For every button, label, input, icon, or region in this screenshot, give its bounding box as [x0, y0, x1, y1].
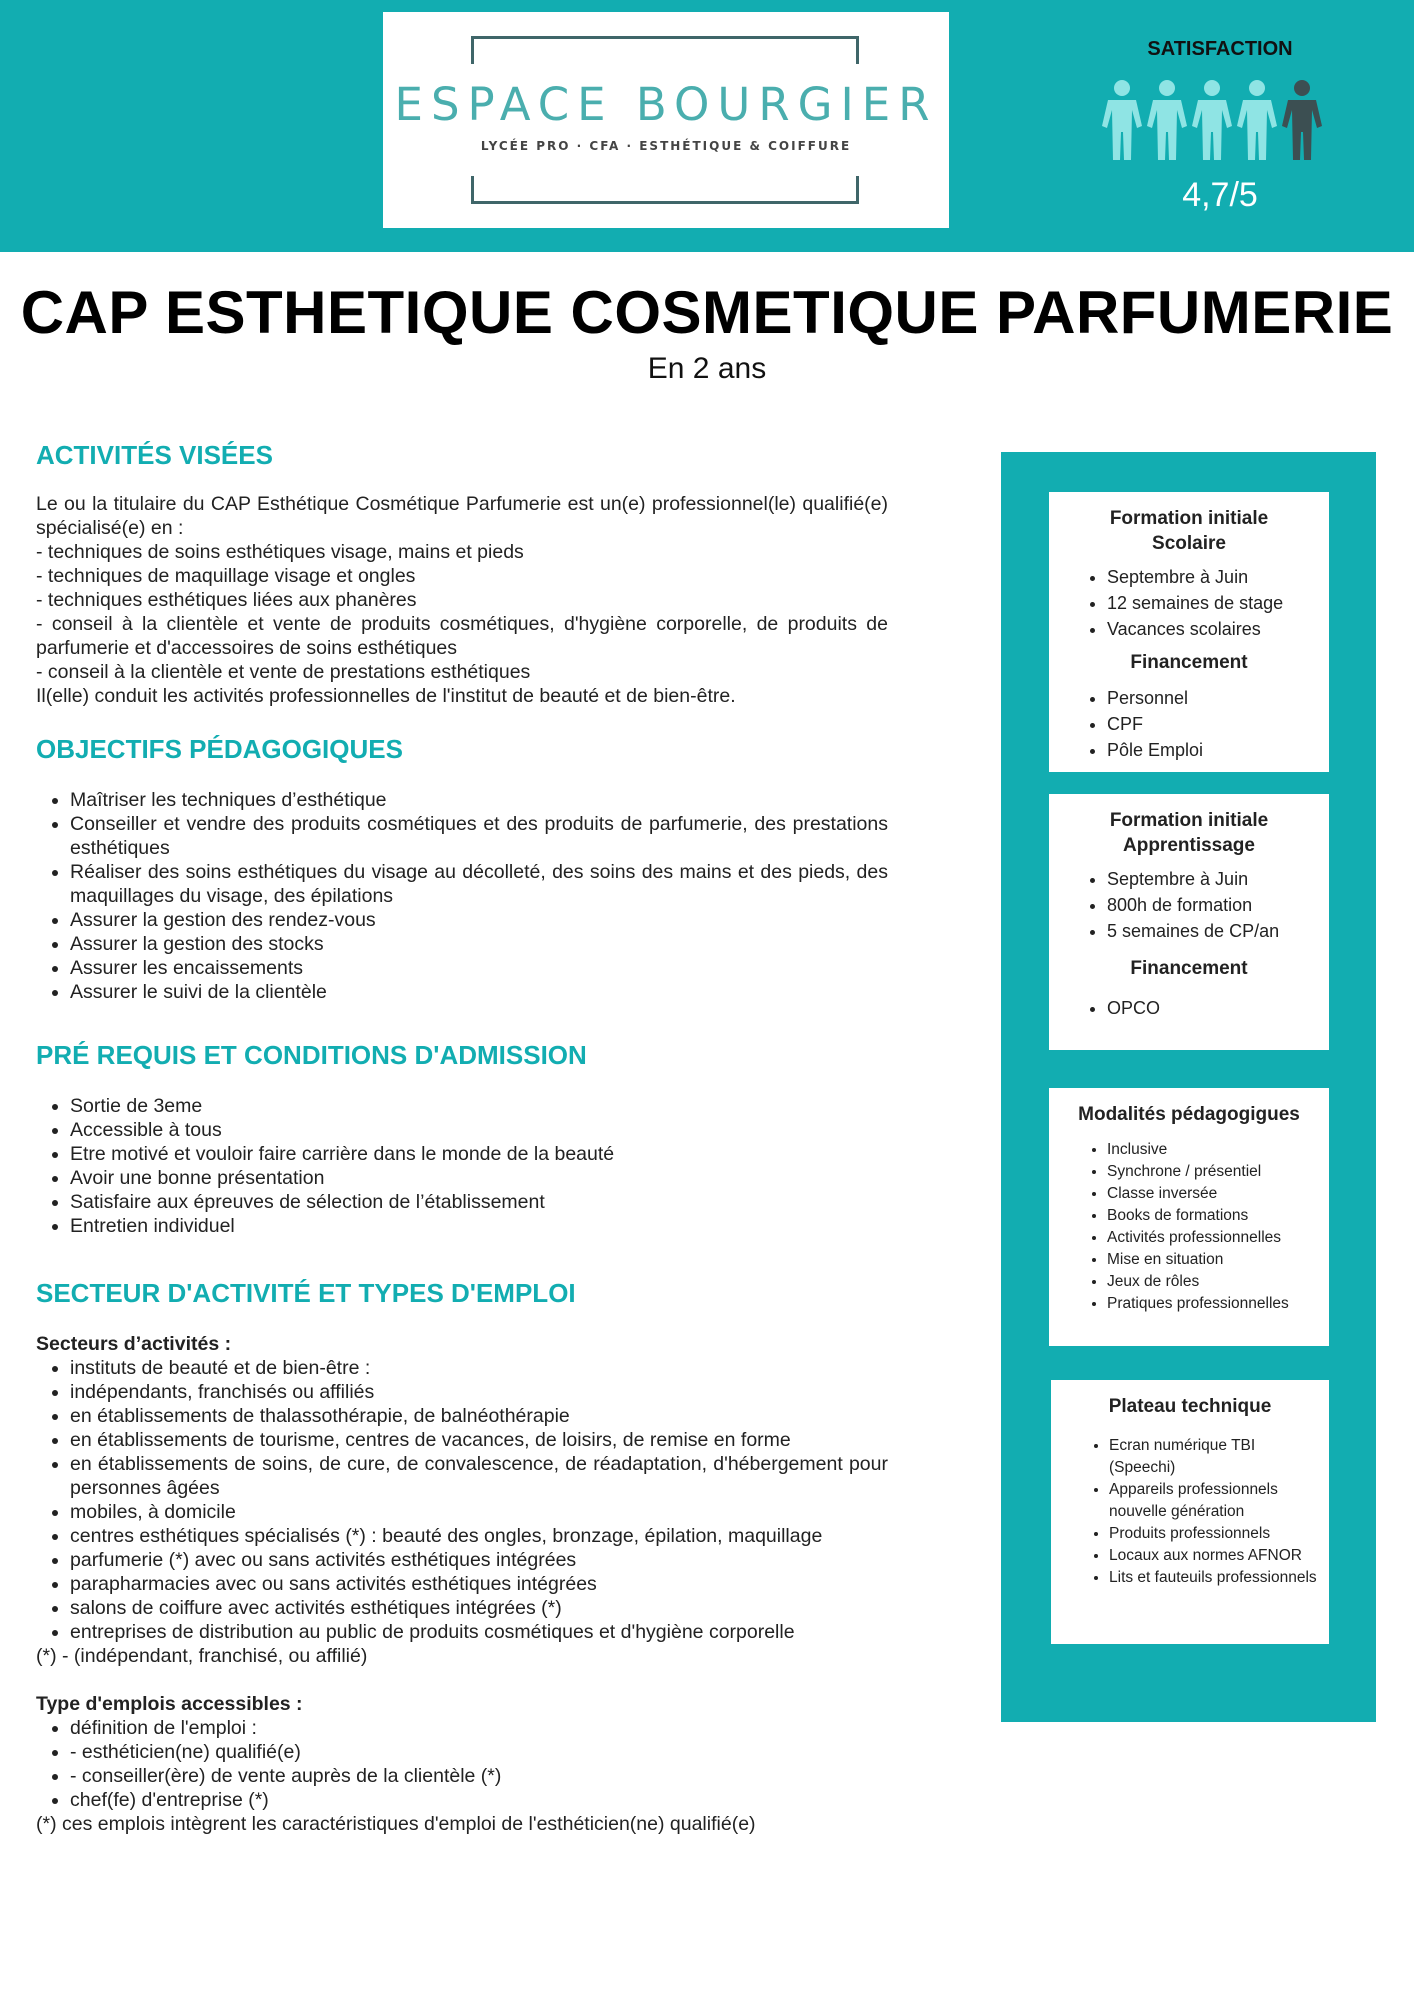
list-item: • indépendants, franchisés ou affiliés	[70, 1380, 888, 1404]
card-list	[1061, 866, 1317, 944]
person-icon	[1102, 80, 1142, 160]
card-title-line: Scolaire	[1152, 533, 1226, 554]
list-item: • mobiles, à domicile	[70, 1500, 888, 1524]
list-item: • Septembre à Juin	[1107, 866, 1317, 892]
list-item: • en établissements de thalassothérapie, de balnéothérapie	[70, 1404, 888, 1428]
list-item: • Ecran numérique TBI (Speechi)	[1109, 1435, 1317, 1479]
section-title-activites: ACTIVITÉS VISÉES	[36, 440, 273, 470]
list-item: • Pratiques professionnelles	[1107, 1293, 1317, 1315]
card-list	[1063, 1435, 1317, 1589]
person-icon	[1192, 80, 1232, 160]
list-item: • instituts de beauté et de bien-être :	[70, 1356, 888, 1380]
list-item: • parapharmacies avec ou sans activités esthétiques intégrées	[70, 1572, 888, 1596]
list-item: • en établissements de tourisme, centres de vacances, de loisirs, de remise en forme	[70, 1428, 888, 1452]
card-title	[1061, 506, 1317, 556]
card-list	[1061, 995, 1317, 1021]
activites-line: - techniques de soins esthétiques visage, mains et pieds	[36, 541, 524, 563]
list-item: • Avoir une bonne présentation	[70, 1166, 888, 1190]
card-title	[1061, 808, 1317, 858]
list-item: • Entretien individuel	[70, 1214, 888, 1238]
secteurs-label: Secteurs d’activités :	[36, 1333, 232, 1355]
card-list	[1061, 564, 1317, 642]
objectifs-list	[36, 788, 888, 1004]
card-formation-scolaire	[1049, 492, 1329, 772]
logo-frame-bottom	[471, 176, 859, 204]
list-item: • chef(fe) d'entreprise (*)	[70, 1788, 888, 1812]
list-item: • Assurer le suivi de la clientèle	[70, 980, 888, 1004]
card-plateau-technique	[1051, 1380, 1329, 1644]
list-item: • centres esthétiques spécialisés (*) : beauté des ongles, bronzage, épilation, maquillage	[70, 1524, 888, 1548]
card-formation-apprentissage	[1049, 794, 1329, 1050]
card-subtitle-financement: Financement	[1130, 958, 1248, 979]
list-item: • OPCO	[1107, 995, 1317, 1021]
list-item: • 12 semaines de stage	[1107, 590, 1317, 616]
list-item: • - esthéticien(ne) qualifié(e)	[70, 1740, 888, 1764]
card-title-line: Formation initiale	[1109, 508, 1269, 529]
list-item: • 800h de formation	[1107, 892, 1317, 918]
list-item: • Classe inversée	[1107, 1183, 1317, 1205]
info-sidebar	[1001, 452, 1376, 1722]
satisfaction-rating-people	[1100, 80, 1326, 162]
list-item: • Pôle Emploi	[1107, 737, 1317, 763]
list-item: • CPF	[1107, 711, 1317, 737]
list-item: • Activités professionnelles	[1107, 1227, 1317, 1249]
page-subtitle: En 2 ans	[647, 352, 767, 385]
list-item: • Inclusive	[1107, 1139, 1317, 1161]
list-item: • Synchrone / présentiel	[1107, 1161, 1317, 1183]
list-item: • - conseiller(ère) de vente auprès de la clientèle (*)	[70, 1764, 888, 1788]
activites-line: - techniques esthétiques liées aux phanères	[36, 589, 417, 611]
list-item: • en établissements de soins, de cure, de convalescence, de réadaptation, d'hébergement pour personnes âgées	[70, 1452, 888, 1500]
activites-line: - techniques de maquillage visage et ongles	[36, 565, 416, 587]
activites-text	[36, 492, 888, 708]
list-item: • Conseiller et vendre des produits cosmétiques et des produits de parfumerie, des prestations esthétiques	[70, 812, 888, 860]
section-title-objectifs: OBJECTIFS PÉDAGOGIQUES	[36, 734, 403, 764]
list-item: • Jeux de rôles	[1107, 1271, 1317, 1293]
list-item: • Produits professionnels	[1109, 1523, 1317, 1545]
emplois-note: (*) ces emplois intègrent les caractéristiques d'emploi de l'esthéticien(ne) qualifié(e)	[36, 1813, 756, 1835]
activites-line: - conseil à la clientèle et vente de prestations esthétiques	[36, 661, 531, 683]
list-item: • Septembre à Juin	[1107, 564, 1317, 590]
logo-name: ESPACE BOURGIER	[394, 78, 938, 131]
emplois-list	[36, 1716, 888, 1812]
person-icon	[1237, 80, 1277, 160]
card-list	[1061, 1139, 1317, 1315]
person-icon	[1282, 80, 1322, 160]
list-item: • Assurer la gestion des rendez-vous	[70, 908, 888, 932]
list-item: • Accessible à tous	[70, 1118, 888, 1142]
header-band	[0, 0, 1414, 252]
list-item: • Maîtriser les techniques d’esthétique	[70, 788, 888, 812]
list-item: • Réaliser des soins esthétiques du visage au décolleté, des soins des mains et des pieds, des maquillages du visage, des épilations	[70, 860, 888, 908]
list-item: • Etre motivé et vouloir faire carrière dans le monde de la beauté	[70, 1142, 888, 1166]
logo-frame-top	[471, 36, 859, 64]
list-item: • Assurer la gestion des stocks	[70, 932, 888, 956]
list-item: • 5 semaines de CP/an	[1107, 918, 1317, 944]
list-item: • Vacances scolaires	[1107, 616, 1317, 642]
card-subtitle-financement: Financement	[1130, 652, 1248, 673]
list-item: • salons de coiffure avec activités esthétiques intégrées (*)	[70, 1596, 888, 1620]
list-item: • Mise en situation	[1107, 1249, 1317, 1271]
card-title-line: Formation initiale	[1109, 810, 1269, 831]
card-title: Plateau technique	[1108, 1396, 1272, 1417]
logo	[383, 12, 949, 228]
list-item: • entreprises de distribution au public de produits cosmétiques et d'hygiène corporelle	[70, 1620, 888, 1644]
list-item: • Personnel	[1107, 685, 1317, 711]
section-title-secteur: SECTEUR D'ACTIVITÉ ET TYPES D'EMPLOI	[36, 1278, 576, 1308]
activites-line: - conseil à la clientèle et vente de produits cosmétiques, d'hygiène corporelle, de produits de parfumerie et d'accessoires de soins esthétiques	[36, 613, 888, 659]
list-item: • Appareils professionnels nouvelle génération	[1109, 1479, 1317, 1523]
page-title: CAP ESTHETIQUE COSMETIQUE PARFUMERIE	[20, 279, 1394, 346]
card-title-line: Apprentissage	[1123, 835, 1255, 856]
person-icon	[1147, 80, 1187, 160]
section-title-prerequis: PRÉ REQUIS ET CONDITIONS D'ADMISSION	[36, 1040, 587, 1070]
list-item: • Sortie de 3eme	[70, 1094, 888, 1118]
secteurs-note: (*) - (indépendant, franchisé, ou affilié)	[36, 1645, 368, 1667]
card-title: Modalités pédagogigues	[1078, 1104, 1300, 1125]
list-item: • Assurer les encaissements	[70, 956, 888, 980]
satisfaction-score: 4,7/5	[1182, 176, 1258, 214]
card-modalites	[1049, 1088, 1329, 1346]
activites-line: Le ou la titulaire du CAP Esthétique Cosmétique Parfumerie est un(e) professionnel(le) qualifié(e) spécialisé(e) en :	[36, 493, 888, 539]
emplois-label: Type d'emplois accessibles :	[36, 1693, 303, 1715]
activites-line: Il(elle) conduit les activités professionnelles de l'institut de beauté et de bien-être.	[36, 685, 736, 707]
list-item: • Locaux aux normes AFNOR	[1109, 1545, 1317, 1567]
secteurs-list	[36, 1356, 888, 1644]
list-item: • Books de formations	[1107, 1205, 1317, 1227]
list-item: • parfumerie (*) avec ou sans activités esthétiques intégrées	[70, 1548, 888, 1572]
prerequis-list	[36, 1094, 888, 1238]
list-item: • Satisfaire aux épreuves de sélection de l’établissement	[70, 1190, 888, 1214]
main-content	[36, 440, 888, 1836]
card-list	[1061, 685, 1317, 763]
satisfaction-label: SATISFACTION	[1147, 38, 1293, 60]
list-item: • définition de l'emploi :	[70, 1716, 888, 1740]
list-item: • Lits et fauteuils professionnels	[1109, 1567, 1317, 1589]
logo-tagline: LYCÉE PRO · CFA · ESTHÉTIQUE & COIFFURE	[480, 139, 852, 153]
